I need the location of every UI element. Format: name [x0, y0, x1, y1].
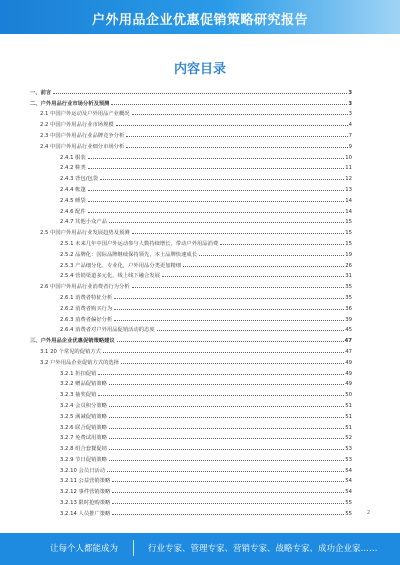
toc-leader-dots: [126, 147, 347, 148]
toc-leader-dots: [126, 136, 347, 137]
toc-entry[interactable]: [30, 333, 352, 344]
toc-entry[interactable]: [30, 387, 352, 398]
toc-entry[interactable]: [30, 506, 352, 517]
toc-entry-text: 2.6.2 消费者购买行为: [60, 305, 113, 312]
toc-entry[interactable]: [30, 366, 352, 377]
toc-leader-dots: [88, 201, 344, 202]
toc-entry[interactable]: [30, 377, 352, 388]
toc-entry-text: 2.4.6 配件: [60, 208, 86, 215]
toc-entry-page: 47: [345, 348, 352, 355]
toc-entry[interactable]: [30, 247, 352, 258]
toc-leader-dots: [114, 309, 344, 310]
toc-entry-page: 55: [345, 510, 352, 517]
toc-leader-dots: [183, 266, 344, 267]
toc-entry-page: 53: [345, 456, 352, 463]
toc-leader-dots: [88, 158, 344, 159]
toc-leader-dots: [199, 255, 344, 256]
toc-leader-dots: [162, 276, 344, 277]
toc-entry[interactable]: [30, 182, 352, 193]
toc-entry-page: 10: [345, 154, 352, 161]
toc-leader-dots: [88, 168, 344, 169]
toc-entry-text: 3.2.1 折扣促销: [60, 370, 97, 377]
toc-entry[interactable]: [30, 312, 352, 323]
toc-entry[interactable]: [30, 409, 352, 420]
toc-entry-page: 15: [345, 240, 352, 247]
toc-leader-dots: [132, 287, 345, 288]
toc-entry[interactable]: [30, 355, 352, 366]
toc-entry[interactable]: [30, 258, 352, 269]
toc-leader-dots: [109, 417, 344, 418]
toc-leader-dots: [109, 449, 344, 450]
toc-entry[interactable]: [30, 290, 352, 301]
toc-entry-text: 2.5 中国户外用品行业发展趋势及预测: [40, 230, 130, 237]
toc-entry-page: 3: [348, 111, 352, 118]
toc-leader-dots: [112, 492, 344, 493]
toc-leader-dots: [53, 93, 347, 94]
toc-leader-dots: [100, 179, 344, 180]
toc-entry-text: 2.5.3 产品细分化、专业化，户外用品分类更加精细: [60, 262, 182, 269]
toc-entry[interactable]: [30, 225, 352, 236]
toc-entry-page: 51: [345, 424, 352, 431]
toc-leader-dots: [109, 406, 344, 407]
toc-leader-dots: [114, 298, 344, 299]
toc-entry[interactable]: [30, 474, 352, 485]
toc-leader-dots: [109, 222, 344, 223]
toc-entry-page: 11: [345, 165, 352, 172]
toc-leader-dots: [121, 363, 344, 364]
toc-entry-text: 2.5.4 营销渠道多元化，线上线下融合发展: [60, 273, 160, 280]
toc-entry-page: 19: [345, 251, 352, 258]
footer-bar: [0, 533, 400, 565]
toc-entry-text: 3.2 户外用品企业促销方式的选择: [40, 359, 119, 366]
toc-entry-text: 2.1 中国户外运动及户外用品产业概况: [40, 111, 130, 118]
toc-entry[interactable]: [30, 420, 352, 431]
toc-entry-text: 2.5.1 未来几年中国户外运动参与人数持续增长，带动户外用品消费: [60, 240, 219, 247]
toc-entry-page: 9: [348, 143, 352, 150]
toc-entry-text: 2.2 中国户外用品行业市场规模: [40, 122, 114, 129]
toc-entry-page: 53: [345, 446, 352, 453]
toc-entry-page: 3: [348, 89, 352, 96]
footer-slogan: 让每个人都能成为: [50, 544, 119, 554]
toc-leader-dots: [109, 438, 344, 439]
toc-entry-text: 3.2.12 事件营销策略: [60, 489, 111, 496]
toc-entry[interactable]: [30, 139, 352, 150]
toc-leader-dots: [116, 125, 348, 126]
toc-entry-page: 7: [348, 132, 352, 139]
toc-entry-page: 14: [345, 197, 352, 204]
toc-leader-dots: [98, 395, 344, 396]
toc-entry-text: 3.2.13 限时抢购策略: [60, 500, 111, 507]
toc-entry-text: 2.4.1 服装: [60, 154, 86, 161]
toc-leader-dots: [109, 428, 344, 429]
toc-entry[interactable]: [30, 193, 352, 204]
report-title: 户外用品企业优惠促销策略研究报告: [91, 13, 308, 28]
toc-entry-text: 3.2.9 节日促销策略: [60, 456, 107, 463]
toc-entry-page: 31: [345, 273, 352, 280]
toc-entry-text: 3.2.3 抽奖促销: [60, 392, 97, 399]
toc-entry-page: 51: [345, 413, 352, 420]
toc-entry[interactable]: [30, 269, 352, 280]
toc-leader-dots: [111, 104, 347, 105]
toc-entry-page: 12: [345, 176, 352, 183]
toc-entry-page: 3: [348, 100, 352, 107]
toc-entry-text: 2.4.5 睡袋: [60, 197, 86, 204]
page-number: 2: [366, 510, 370, 516]
toc-heading: 内容目录: [173, 62, 226, 77]
toc-entry[interactable]: [30, 398, 352, 409]
toc-entry-text: 3.2.10 会员日活动: [60, 467, 106, 474]
toc-entry[interactable]: [30, 236, 352, 247]
toc-entry-page: 35: [345, 284, 352, 291]
toc-entry[interactable]: [30, 452, 352, 463]
toc-entry-page: 55: [345, 500, 352, 507]
toc-entry-text: 3.2.7 免费试用策略: [60, 435, 107, 442]
toc-entry-page: 49: [345, 370, 352, 377]
toc-entry[interactable]: [30, 344, 352, 355]
toc-entry[interactable]: [30, 171, 352, 182]
toc-entry[interactable]: [30, 495, 352, 506]
toc-entry[interactable]: [30, 128, 352, 139]
toc-leader-dots: [88, 190, 344, 191]
toc-entry-page: 54: [345, 478, 352, 485]
toc-entry-text: 3.2.8 组合套餐促销: [60, 446, 107, 453]
toc-entry-page: 15: [345, 219, 352, 226]
toc-leader-dots: [157, 330, 345, 331]
toc-entry-text: 3.1 20 个常见的促销方式: [40, 348, 101, 355]
toc-leader-dots: [109, 460, 344, 461]
toc-entry-page: 35: [345, 294, 352, 301]
toc-entry-text: 2.4.4 帐篷: [60, 186, 86, 193]
toc-entry-text: 3.2.11 公益营销策略: [60, 478, 111, 485]
footer-divider: [133, 540, 134, 556]
toc-entry[interactable]: [30, 85, 352, 96]
toc-leader-dots: [132, 114, 348, 115]
toc-entry-page: 14: [345, 208, 352, 215]
toc-entry-page: 47: [344, 338, 352, 345]
toc-leader-dots: [98, 374, 344, 375]
toc-entry-page: 39: [345, 316, 352, 323]
toc-leader-dots: [88, 212, 344, 213]
toc-entry-text: 3.2.6 联合促销策略: [60, 424, 107, 431]
toc-entry-page: 54: [345, 467, 352, 474]
toc-entry-text: 3.2.2 赠品促销策略: [60, 381, 107, 388]
toc-entry-page: 15: [345, 230, 352, 237]
report-header-bar: [0, 0, 400, 34]
toc-leader-dots: [132, 233, 345, 234]
toc-entry-text: 2.3 中国户外用品行业品牌竞争分析: [40, 132, 125, 139]
toc-entry-text: 二、户外用品行业市场分析及预测: [30, 100, 110, 107]
toc-entry-text: 3.2.5 满减促销策略: [60, 413, 107, 420]
toc-entry-page: 26: [345, 262, 352, 269]
toc-entry-page: 13: [345, 186, 352, 193]
toc-entry-text: 2.4 中国户外用品行业细分市场分析: [40, 143, 125, 150]
toc-entry-text: 2.6.1 消费者特征分析: [60, 294, 113, 301]
toc-entry-text: 2.4.3 背包/包袋: [60, 176, 99, 183]
toc-entry-text: 3.2.14 人员推广策略: [60, 510, 111, 517]
toc-entry[interactable]: [30, 215, 352, 226]
toc-entry-page: 50: [345, 392, 352, 399]
toc-entry-text: 2.4.7 其他小众产品: [60, 219, 107, 226]
toc-entry[interactable]: [30, 107, 352, 118]
toc-entry[interactable]: [30, 117, 352, 128]
toc-leader-dots: [112, 514, 344, 515]
toc-leader-dots: [112, 481, 344, 482]
toc-entry[interactable]: [30, 441, 352, 452]
toc-entry[interactable]: [30, 484, 352, 495]
toc-entry[interactable]: [30, 431, 352, 442]
toc-entry-text: 3.2.4 会员积分策略: [60, 402, 107, 409]
toc-entry[interactable]: [30, 150, 352, 161]
toc-leader-dots: [114, 320, 344, 321]
toc-entry-page: 36: [345, 305, 352, 312]
toc-entry-page: 52: [345, 435, 352, 442]
toc-entry-text: 2.6.4 消费者对户外用品促销活动的态度: [60, 327, 155, 334]
toc-entry-page: 49: [345, 381, 352, 388]
toc-leader-dots: [109, 384, 344, 385]
toc-entry-text: 2.5.2 品牌化：国际品牌继续保持领先，本土品牌快速成长: [60, 251, 197, 258]
toc-leader-dots: [220, 244, 344, 245]
footer-tagline: 行业专家、管理专家、营销专家、战略专家、成功企业家……: [148, 544, 378, 554]
toc-entry-page: 51: [345, 402, 352, 409]
toc-entry[interactable]: [30, 161, 352, 172]
toc-leader-dots: [107, 471, 344, 472]
toc-entry[interactable]: [30, 463, 352, 474]
toc-entry[interactable]: [30, 323, 352, 334]
toc-entry-text: 2.6 中国户外用品行业消费者行为分析: [40, 284, 130, 291]
toc-entry-text: 2.6.3 消费者偏好分析: [60, 316, 113, 323]
toc-entry-page: 4: [348, 122, 352, 129]
toc-list: [30, 85, 352, 517]
toc-entry-page: 45: [345, 327, 352, 334]
toc-entry[interactable]: [30, 96, 352, 107]
toc-leader-dots: [112, 503, 344, 504]
toc-leader-dots: [103, 352, 344, 353]
toc-entry[interactable]: [30, 204, 352, 215]
toc-entry[interactable]: [30, 279, 352, 290]
toc-entry-page: 49: [345, 359, 352, 366]
toc-entry-text: 三、户外用品企业优惠促销策略建议: [30, 338, 115, 345]
toc-entry[interactable]: [30, 301, 352, 312]
toc-leader-dots: [117, 341, 344, 342]
toc-entry-text: 一、前言: [30, 89, 52, 96]
toc-entry-text: 2.4.2 鞋类: [60, 165, 86, 172]
toc-entry-page: 54: [345, 489, 352, 496]
